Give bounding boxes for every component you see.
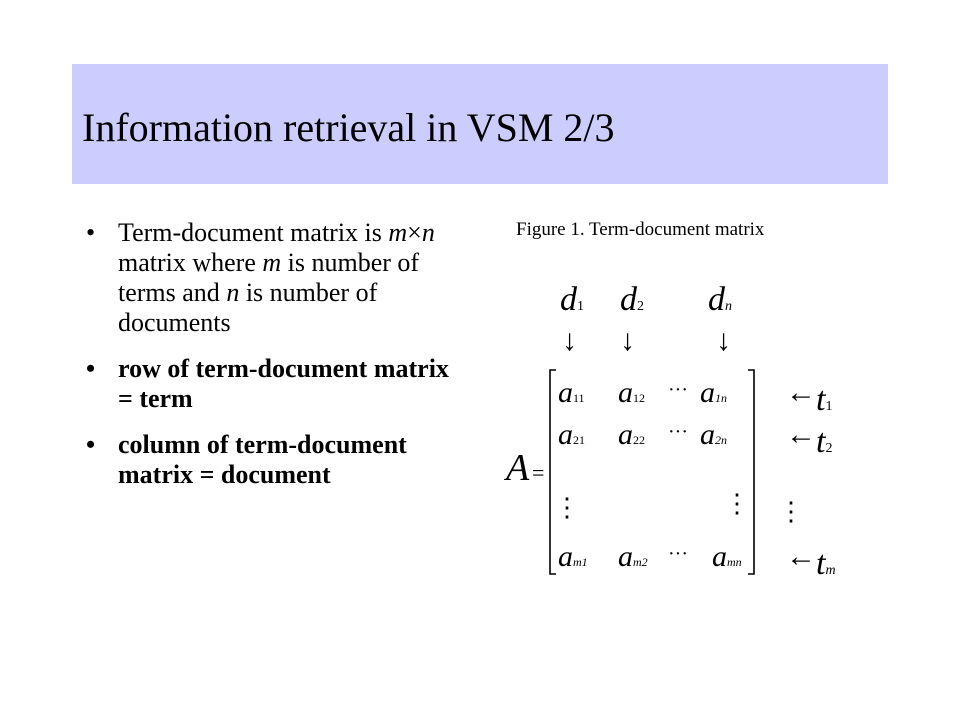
var-m: m [388,218,408,247]
matrix-entry-a11: a11 [558,376,585,409]
bullet-text-prefix: Term-document matrix is [118,218,389,247]
left-bracket [550,370,556,574]
column-label-d2: d2 [620,281,644,318]
matrix-entry-amn: amn [712,540,742,573]
column-label-d1: d1 [560,281,584,318]
column-label-dn: dn [708,281,732,318]
equals-sign: = [532,460,545,485]
matrix-entry-a2n: a2n [700,418,727,451]
bullet-item [82,430,452,490]
bullet-item [82,354,452,414]
down-arrow-icon: ↓ [562,324,577,357]
row-label-tm: tm [816,545,836,582]
row-label-t2: t2 [816,423,833,460]
bullet-dot: • [86,354,96,383]
bullet-text-suffix: is number of documents [118,278,378,337]
horizontal-dots: ··· [668,379,688,401]
down-arrow-icon: ↓ [620,324,635,357]
down-arrow-icon: ↓ [716,324,731,357]
var-n: n [421,218,435,247]
var-m: m [262,248,282,277]
matrix-entry-a12: a12 [618,376,645,409]
vertical-dots: ⋮ [724,489,750,518]
bullet-text: row of term-document matrix = term [118,354,449,413]
horizontal-dots: ··· [668,543,688,565]
matrix-entry-am1: am1 [558,540,588,573]
matrix-symbol-a: A [506,447,530,489]
figure-caption: Figure 1. Term-document matrix [516,219,765,240]
term-document-matrix-figure [490,270,870,600]
left-arrow-icon: ← [786,540,816,573]
row-label-t1: t1 [816,381,833,418]
bullet-list [82,218,452,506]
bullet-dot: • [86,430,96,459]
vertical-dots: ⋮ [554,493,580,522]
matrix-entry-am2: am2 [618,540,648,573]
slide-title: Information retrieval in VSM 2/3 [82,105,615,150]
matrix-entry-a1n: a1n [700,376,727,409]
matrix-entry-a22: a22 [618,418,645,451]
bullet-text-mid: matrix where [118,248,263,277]
left-arrow-icon: ← [786,376,816,409]
left-arrow-icon: ← [786,418,816,451]
right-bracket [748,370,754,574]
bullet-text: column of term-document matrix = document [118,430,407,489]
matrix-entry-a21: a21 [558,418,585,451]
times-sign: × [407,218,422,247]
bullet-text-mid: is number of terms and [118,248,420,307]
bullet-dot: • [86,218,96,247]
bullet-item [82,218,452,338]
horizontal-dots: ··· [668,421,688,443]
var-n: n [226,278,240,307]
vertical-dots: ⋮ [778,497,804,526]
